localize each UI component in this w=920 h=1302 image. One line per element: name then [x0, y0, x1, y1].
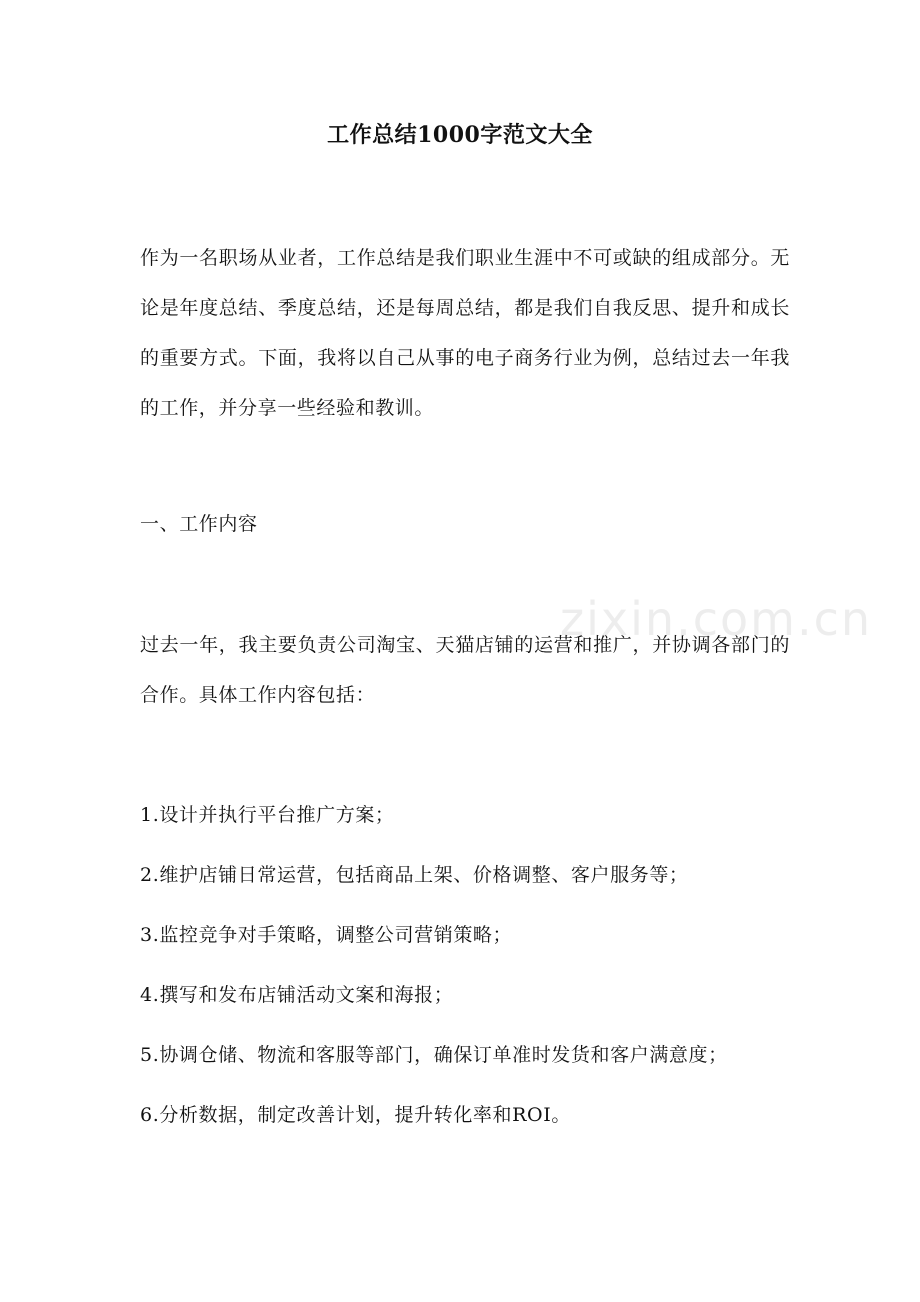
list-item-4: 4.撰写和发布店铺活动文案和海报；: [140, 984, 454, 1006]
intro-paragraph: 作为一名职场从业者，工作总结是我们职业生涯中不可或缺的组成部分。无论是年度总结、季度总结，还是每周总结，都是我们自我反思、提升和成长的重要方式。下面，我将以自己从事的电子商务行业为例，总结过去一年我的工作，并分享一些经验和教训。: [140, 247, 790, 419]
page-title: 工作总结1000字范文大全: [327, 122, 593, 148]
list-item-6: 6.分析数据，制定改善计划，提升转化率和ROI。: [140, 1104, 571, 1126]
list-item-2: 2.维护店铺日常运营，包括商品上架、价格调整、客户服务等；: [140, 864, 689, 886]
watermark: zixin.com.cn: [560, 592, 873, 646]
list-item-3: 3.监控竞争对手策略，调整公司营销策略；: [140, 924, 513, 946]
list-item-1: 1.设计并执行平台推广方案；: [140, 804, 395, 826]
section-heading: 一、工作内容: [140, 513, 258, 535]
list-item-5: 5.协调仓储、物流和客服等部门，确保订单准时发货和客户满意度；: [140, 1044, 728, 1066]
section-paragraph: 过去一年，我主要负责公司淘宝、天猫店铺的运营和推广，并协调各部门的合作。具体工作内容包括：: [140, 634, 790, 706]
